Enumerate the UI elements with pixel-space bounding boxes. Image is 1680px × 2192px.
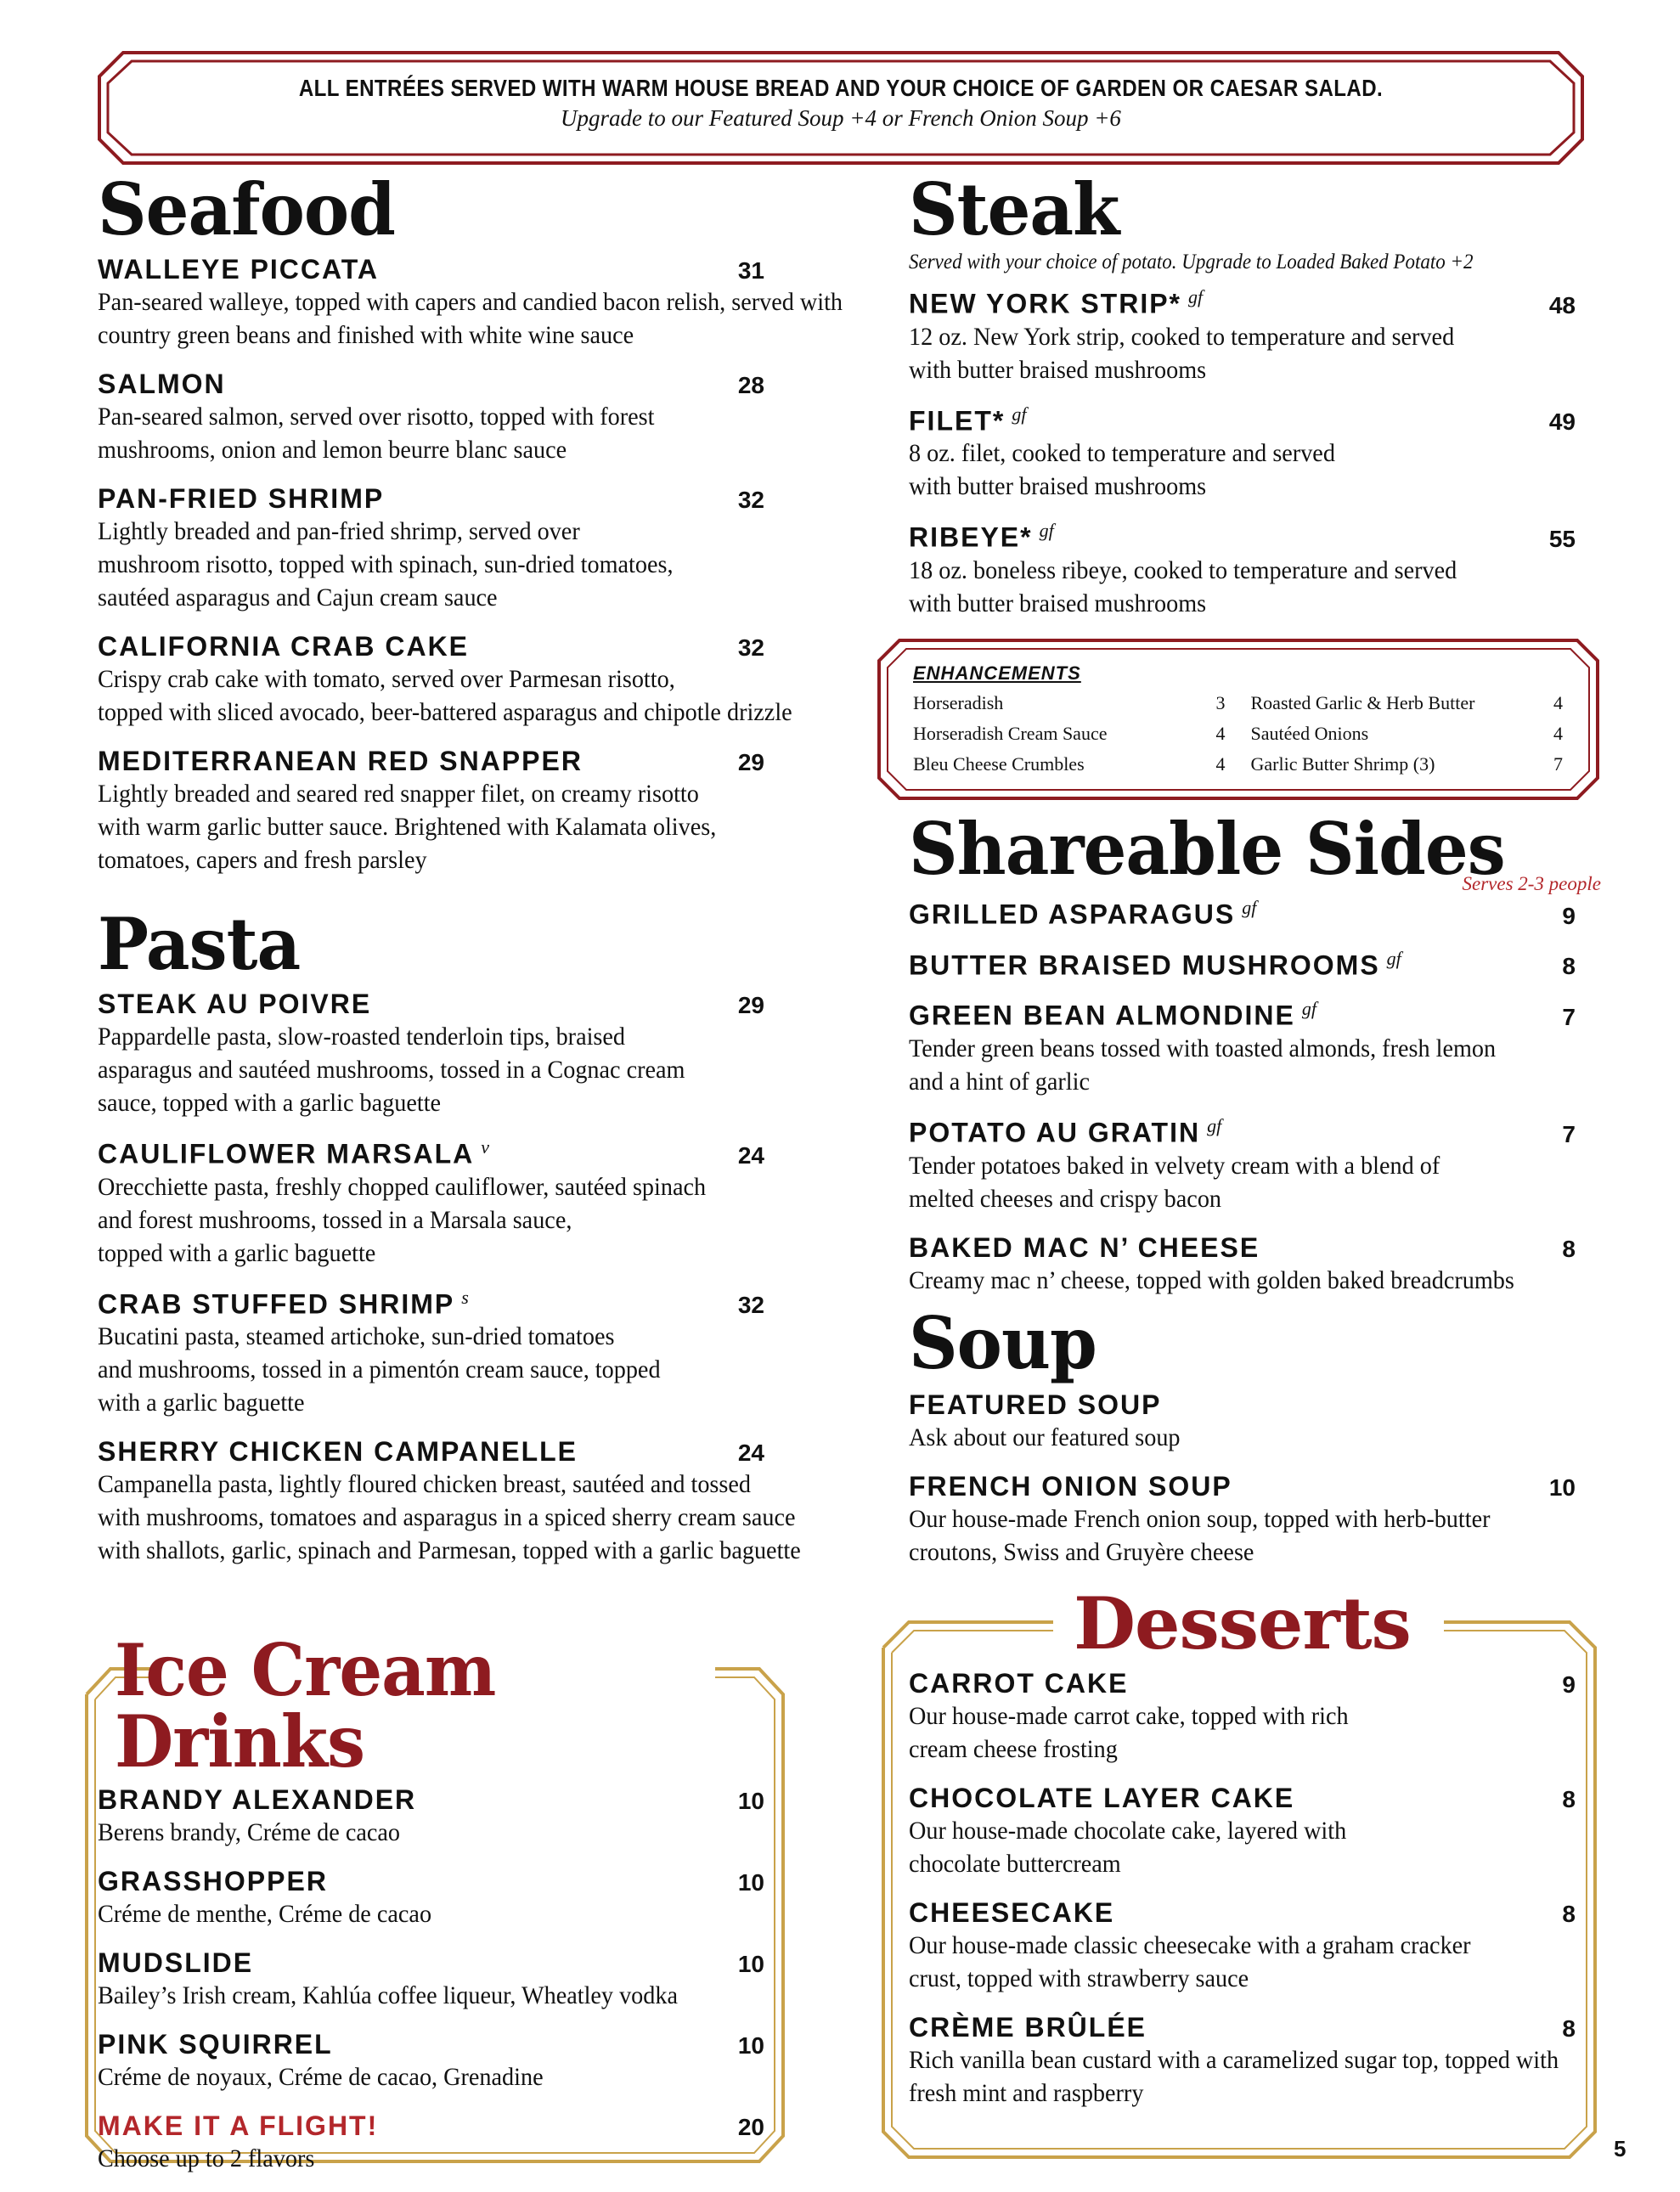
menu-item: [98, 254, 843, 352]
seafood-list: [98, 254, 843, 876]
item-price: 49: [1548, 409, 1576, 436]
pasta-list: [98, 989, 801, 1567]
item-price: 32: [737, 487, 764, 513]
menu-item: [98, 2029, 764, 2093]
item-description: tomatoes, capers and fresh parsley: [98, 846, 427, 874]
enhancement-row: [1251, 688, 1564, 718]
banner-sub: Upgrade to our Featured Soup +4 or French Onion Soup +6: [561, 105, 1121, 131]
enhancements-left: [913, 688, 1226, 780]
steak-list: [909, 286, 1576, 620]
menu-item: [909, 286, 1576, 386]
item-price: 48: [1548, 291, 1576, 318]
enhancement-name: Sautéed Onions: [1250, 723, 1369, 744]
item-price: 7: [1562, 1120, 1576, 1147]
item-name: GREEN BEAN ALMONDINE $^{gf}$: [909, 998, 1316, 1031]
menu-item: [909, 1232, 1576, 1297]
item-name: FILET* $^{gf}$: [909, 403, 1027, 437]
enhancement-price: 3: [1215, 692, 1226, 713]
menu-item: [909, 2012, 1576, 2110]
item-description: Our house-made chocolate cake, layered with: [909, 1817, 1347, 1845]
item-name: NEW YORK STRIP* $^{gf}$: [909, 286, 1204, 319]
item-description: with warm garlic butter sauce. Brightened with Kalamata olives,: [98, 813, 717, 841]
item-price: 8: [1562, 1235, 1576, 1262]
item-description: and mushrooms, tossed in a pimentón cream sauce, topped: [98, 1355, 661, 1384]
enhancements-title: ENHANCEMENTS: [913, 662, 1081, 684]
item-description: with shallots, garlic, spinach and Parmesan, topped with a garlic baguette: [98, 1536, 801, 1565]
item-name: GRASSHOPPER: [98, 1866, 328, 1896]
item-description: Orecchiette pasta, freshly chopped cauliflower, sautéed spinach: [98, 1172, 707, 1201]
item-description: Our house-made French onion soup, topped with herb-butter: [909, 1505, 1491, 1533]
item-name: MAKE IT A FLIGHT!: [98, 2110, 379, 2141]
item-description: crust, topped with strawberry sauce: [909, 1964, 1249, 1992]
steak-title: Steak: [909, 167, 1119, 251]
item-name: CHOCOLATE LAYER CAKE: [909, 1783, 1295, 1813]
steak-section: [909, 167, 1576, 637]
enhancements-right: [1251, 688, 1564, 780]
item-description: Campanella pasta, lightly floured chicken breast, sautéed and tossed: [98, 1470, 751, 1499]
menu-item: [98, 1947, 764, 2012]
pasta-section: [98, 902, 801, 1584]
item-description: with butter braised mushrooms: [909, 472, 1207, 501]
banner: [98, 75, 1584, 132]
enhancement-name: Bleu Cheese Crumbles: [913, 753, 1085, 775]
item-name: MEDITERRANEAN RED SNAPPER: [98, 746, 583, 776]
item-description: Lightly breaded and seared red snapper filet, on creamy risotto: [98, 780, 699, 808]
item-price: 29: [737, 992, 764, 1018]
item-name: POTATO AU GRATIN $^{gf}$: [909, 1114, 1222, 1148]
menu-item: [98, 746, 764, 876]
item-name: CALIFORNIA CRAB CAKE: [98, 631, 470, 662]
enhancement-price: 7: [1553, 753, 1563, 775]
item-description: chocolate buttercream: [909, 1850, 1121, 1878]
item-description: Bailey’s Irish cream, Kahlúa coffee liqueur, Wheatley vodka: [98, 1981, 678, 2009]
item-description: Créme de noyaux, Créme de cacao, Grenadine: [98, 2063, 544, 2091]
item-description: Pan-seared salmon, served over risotto, topped with forest: [98, 403, 655, 431]
sides-section: [909, 807, 1601, 1314]
seafood-section: [98, 167, 843, 893]
enhancement-name: Roasted Garlic & Herb Butter: [1250, 692, 1475, 713]
page-number: 5: [1614, 2136, 1626, 2161]
item-description: and forest mushrooms, tossed in a Marsala sauce,: [98, 1205, 572, 1234]
soup-title: Soup: [909, 1301, 1097, 1385]
sides-title: Shareable Sides: [909, 807, 1505, 891]
item-price: 9: [1562, 1671, 1576, 1698]
item-name: STEAK AU POIVRE: [98, 989, 372, 1019]
item-price: 10: [737, 1869, 764, 1896]
dietary-tag: gf: [1039, 520, 1054, 542]
ice-cream-title: Ice Cream Drinks: [115, 1628, 496, 1783]
enhancement-name: Garlic Butter Shrimp (3): [1250, 753, 1435, 775]
item-description: Berens brandy, Créme de cacao: [98, 1818, 400, 1846]
menu-item: [98, 1784, 764, 1849]
item-description: 12 oz. New York strip, cooked to temperature and served: [909, 322, 1455, 351]
enhancement-price: 4: [1553, 723, 1563, 744]
item-description: mushroom risotto, topped with spinach, sun-dried tomatoes,: [98, 550, 674, 578]
item-name: PAN-FRIED SHRIMP: [98, 483, 385, 514]
menu-item: [909, 998, 1576, 1098]
menu-item: [909, 1115, 1576, 1215]
item-description: Creamy mac n’ cheese, topped with golden baked breadcrumbs: [909, 1265, 1514, 1294]
enhancement-row: [1251, 749, 1564, 780]
item-price: 20: [737, 2114, 764, 2140]
menu-item: [909, 1783, 1576, 1880]
menu-item: [98, 1866, 764, 1930]
menu-item: [909, 897, 1576, 931]
enhancement-row: [913, 688, 1226, 718]
item-price: 24: [737, 1141, 764, 1169]
item-price: 10: [1548, 1474, 1576, 1501]
item-name: SALMON: [98, 369, 226, 399]
item-price: 8: [1562, 2015, 1576, 2042]
dietary-tag: v: [481, 1136, 490, 1158]
item-price: 32: [737, 634, 764, 661]
desserts-title: Desserts: [1074, 1581, 1411, 1665]
item-description: topped with sliced avocado, beer-battered asparagus and chipotle drizzle: [98, 698, 792, 726]
item-description: asparagus and sautéed mushrooms, tossed in a Cognac cream: [98, 1056, 685, 1084]
item-description: sautéed asparagus and Cajun cream sauce: [98, 583, 498, 611]
banner-main: ALL ENTRÉES SERVED WITH WARM HOUSE BREAD AND YOUR CHOICE OF GARDEN OR CAESAR SALAD.: [298, 75, 1384, 101]
item-name: RIBEYE* $^{gf}$: [909, 520, 1054, 553]
menu-item: [98, 631, 792, 729]
sides-note: Serves 2-3 people: [1462, 873, 1601, 894]
dietary-tag: gf: [1012, 403, 1027, 425]
item-name: FEATURED SOUP: [909, 1389, 1162, 1420]
desserts-list: [909, 1668, 1576, 2110]
item-description: mushrooms, onion and lemon beurre blanc sauce: [98, 436, 567, 464]
item-description: Our house-made carrot cake, topped with rich: [909, 1702, 1349, 1730]
dietary-tag: gf: [1242, 897, 1257, 918]
item-price: 10: [737, 2032, 764, 2059]
dietary-tag: gf: [1207, 1114, 1222, 1136]
menu-item: [98, 1287, 764, 1420]
item-name: CRÈME BRÛLÉE: [909, 2012, 1147, 2043]
menu-item: [909, 1897, 1576, 1995]
menu-item: [98, 369, 764, 466]
item-name: FRENCH ONION SOUP: [909, 1471, 1232, 1502]
item-description: Rich vanilla bean custard with a caramelized sugar top, topped with: [909, 2046, 1559, 2074]
soup-section: [909, 1301, 1576, 1586]
item-description: with butter braised mushrooms: [909, 589, 1207, 617]
item-description: Choose up to 2 flavors: [98, 2144, 315, 2172]
item-description: melted cheeses and crispy bacon: [909, 1184, 1222, 1213]
item-price: 24: [737, 1440, 764, 1467]
item-price: 31: [737, 257, 764, 284]
item-description: Crispy crab cake with tomato, served over Parmesan risotto,: [98, 665, 675, 693]
menu-item: [98, 989, 764, 1119]
menu-item: [98, 483, 764, 614]
item-description: Pan-seared walleye, topped with capers and candied bacon relish, served with: [98, 288, 843, 316]
item-price: 10: [737, 1951, 764, 1977]
item-description: Créme de menthe, Créme de cacao: [98, 1900, 432, 1928]
enhancement-row: [913, 718, 1226, 749]
desserts-section: [909, 1581, 1576, 2127]
steak-note: Served with your choice of potato. Upgrade to Loaded Baked Potato +2: [909, 251, 1474, 273]
item-description: Tender green beans tossed with toasted almonds, fresh lemon: [909, 1034, 1497, 1062]
enhancement-price: 4: [1215, 753, 1226, 775]
menu-item: [909, 403, 1576, 504]
item-description: Ask about our featured soup: [909, 1423, 1181, 1451]
dietary-tag: s: [461, 1286, 469, 1308]
item-name: WALLEYE PICCATA: [98, 254, 380, 285]
item-name: CHEESECAKE: [909, 1897, 1115, 1928]
item-description: Bucatini pasta, steamed artichoke, sun-dried tomatoes: [98, 1322, 615, 1351]
sides-list: [909, 897, 1576, 1297]
menu-item: [98, 1436, 801, 1567]
item-description: with butter braised mushrooms: [909, 355, 1207, 384]
item-name: CRAB STUFFED SHRIMP $^s$: [98, 1286, 469, 1320]
item-name: PINK SQUIRREL: [98, 2029, 333, 2060]
item-price: 29: [737, 749, 764, 775]
item-name: CAULIFLOWER MARSALA $^v$: [98, 1136, 490, 1169]
enhancement-name: Horseradish: [913, 692, 1004, 713]
menu-item: [909, 1471, 1576, 1569]
seafood-title: Seafood: [98, 167, 396, 251]
item-description: topped with a garlic baguette: [98, 1238, 376, 1267]
item-description: with mushrooms, tomatoes and asparagus in a spiced sherry cream sauce: [98, 1503, 796, 1532]
item-description: sauce, topped with a garlic baguette: [98, 1089, 442, 1117]
menu-item: [909, 1668, 1576, 1766]
enhancements: [913, 662, 1563, 780]
item-name: SHERRY CHICKEN CAMPANELLE: [98, 1436, 578, 1468]
item-price: 7: [1562, 1003, 1576, 1030]
item-name: BRANDY ALEXANDER: [98, 1784, 417, 1815]
item-name: CARROT CAKE: [909, 1668, 1129, 1699]
item-name: BAKED MAC N’ CHEESE: [909, 1231, 1260, 1263]
item-name: BUTTER BRAISED MUSHROOMS $^{gf}$: [909, 947, 1401, 981]
ice-cream-section: [98, 1628, 764, 2192]
item-description: Lightly breaded and pan-fried shrimp, served over: [98, 517, 580, 545]
pasta-title: Pasta: [98, 902, 301, 986]
item-description: cream cheese frosting: [909, 1735, 1118, 1763]
item-name: GRILLED ASPARAGUS $^{gf}$: [909, 897, 1257, 930]
item-name: MUDSLIDE: [98, 1947, 254, 1978]
menu-item: [909, 520, 1576, 620]
item-price: 28: [737, 372, 764, 398]
item-description: Tender potatoes baked in velvety cream with a blend of: [909, 1151, 1440, 1180]
ice-cream-list: [98, 1784, 764, 2175]
item-description: croutons, Swiss and Gruyère cheese: [909, 1538, 1254, 1566]
soup-list: [909, 1389, 1576, 1569]
item-description: 8 oz. filet, cooked to temperature and served: [909, 439, 1335, 468]
item-price: 8: [1562, 1786, 1576, 1812]
item-description: fresh mint and raspberry: [909, 2079, 1144, 2107]
item-price: 9: [1562, 902, 1576, 929]
enhancement-row: [1251, 718, 1564, 749]
item-price: 10: [737, 1788, 764, 1814]
enhancement-row: [913, 749, 1226, 780]
item-description: Pappardelle pasta, slow-roasted tenderloin tips, braised: [98, 1023, 626, 1051]
enhancement-price: 4: [1215, 723, 1226, 744]
dietary-tag: gf: [1301, 998, 1316, 1020]
item-price: 8: [1562, 1901, 1576, 1927]
menu-item: [98, 2110, 764, 2175]
item-description: Our house-made classic cheesecake with a graham cracker: [909, 1931, 1471, 1959]
menu-item: [909, 948, 1576, 982]
item-description: country green beans and finished with white wine sauce: [98, 321, 634, 349]
item-description: and a hint of garlic: [909, 1067, 1090, 1096]
item-description: with a garlic baguette: [98, 1389, 305, 1417]
enhancement-price: 4: [1553, 692, 1563, 713]
dietary-tag: gf: [1188, 286, 1204, 307]
item-price: 55: [1548, 525, 1576, 552]
item-price: 32: [737, 1292, 764, 1319]
menu-item: [98, 1136, 764, 1270]
item-description: 18 oz. boneless ribeye, cooked to temperature and served: [909, 555, 1457, 584]
dietary-tag: gf: [1386, 947, 1401, 969]
menu-item: [909, 1389, 1576, 1454]
enhancement-name: Horseradish Cream Sauce: [913, 723, 1108, 744]
item-price: 8: [1562, 953, 1576, 980]
